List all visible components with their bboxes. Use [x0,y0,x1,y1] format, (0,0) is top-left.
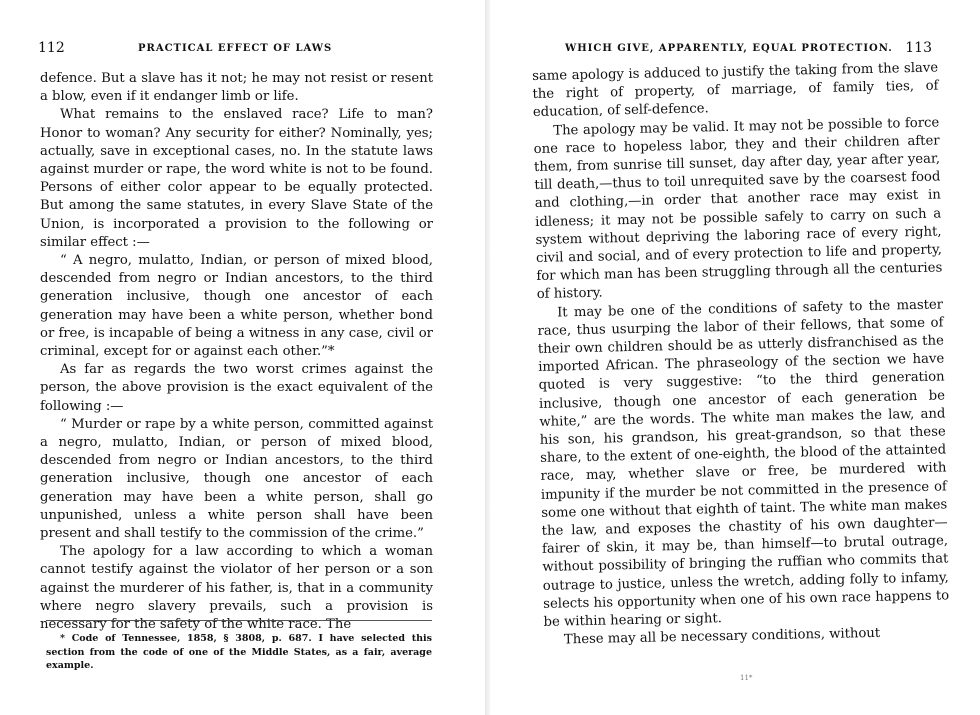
quoted-equivalent: “ Murder or rape by a white person, committed against a negro, mulatto, Indian, or person of mixed blood, descended from negro or Indian ancestors, to the third generation inclusive, though one ancestor of each generation may have been a white person, shall go unpunished, unless a white person shall have been present and shall testify to the commission of the crime.” [40,416,433,542]
paragraph: It may be one of the conditions of safety to the master race, thus usurping the labor of their fellows, that some of their own children should be as utterly disfranchised as the imported African. The phraseology of the section we have quoted is very suggestive: “to the third generation inclusive, though one ancestor of each generation be white,” are the words. The white man makes the law, and his son, his grandson, his great-grandson, so that these share, to the extent of one-eighth, the blood of the attainted race, may, whether slave or free, be murdered with impunity if the murder be not committed in the presence of some one without that eighth of taint. The white man makes the law, and exposes the chastity of his own daughter—fairer of skin, it may be, than himself—to brutal outrage, without possibility of bringing the ruffian who commits that outrage to justice, unless the wretch, adding folly to infamy, selects his opportunity when one of his own race happens to be within hearing or sight. [537,297,950,630]
paragraph: These may all be necessary conditions, without [563,626,881,648]
left-page-number: 112 [38,40,65,56]
right-page [490,0,980,715]
right-page-number: 113 [905,40,932,56]
left-page-header [38,40,438,58]
footnote: * Code of Tennessee, 1858, § 3808, p. 687. I have selected this section from the code of one of the Middle States, as a fair, average example. [46,633,432,671]
right-running-head: WHICH GIVE, APPARENTLY, EQUAL PROTECTION. [565,43,893,54]
paragraph: What remains to the enslaved race? Life to man? Honor to woman? Any security for either? Nominally, yes; actually, save in exceptional cases, no. In the statute laws against murder or rape, the word white is not to be found. Persons of either color appear to be equally protected. But among the same statutes, in every Slave State of the Union, is incorporated a provision to the following or similar effect :— [40,107,433,250]
paragraph: defence. But a slave has it not; he may not resist or resent a blow, even if it endanger limb or life. [40,71,433,105]
quoted-statute: “ A negro, mulatto, Indian, or person of mixed blood, descended from negro or Indian ancestors, to the third generation inclusive, though one ancestor of each generation may have been a white person, whether bond or free, is incapable of being a witness in any case, civil or criminal, except for or against each other.”* [40,253,433,360]
paragraph: As far as regards the two worst crimes against the person, the above provision is the exact equivalent of the following :— [40,362,433,414]
footnote-rule [46,620,432,621]
right-page-body [532,59,950,650]
signature-mark: 11* [740,674,753,682]
left-page [0,0,485,715]
paragraph: same apology is adduced to justify the taking from the slave the right of property, of marriage, of family ties, of education, of self-defence. [532,60,939,121]
paragraph: The apology may be valid. It may not be possible to force one race to hopeless labor, they and their children after them, from sunrise till sunset, day after day, year after year, till death,—thus to toil unrequited save by the coarsest food and clothing,—in order that another race may exist in idleness; it may not be possible safely to carry on such a system without depriving the laboring race of every right, civil and social, and of every protection to life and property, for which man has been struggling through all the centuries of history. [533,115,943,303]
left-running-head: PRACTICAL EFFECT OF LAWS [138,43,333,54]
left-page-body [40,70,433,634]
right-page-header [560,40,932,58]
paragraph: The apology for a law according to which a woman cannot testify against the violator of her person or a son against the murderer of his father, is, that in a community where negro slavery prevails, such a provision is necessary for the safety of the white race. The [40,544,433,633]
